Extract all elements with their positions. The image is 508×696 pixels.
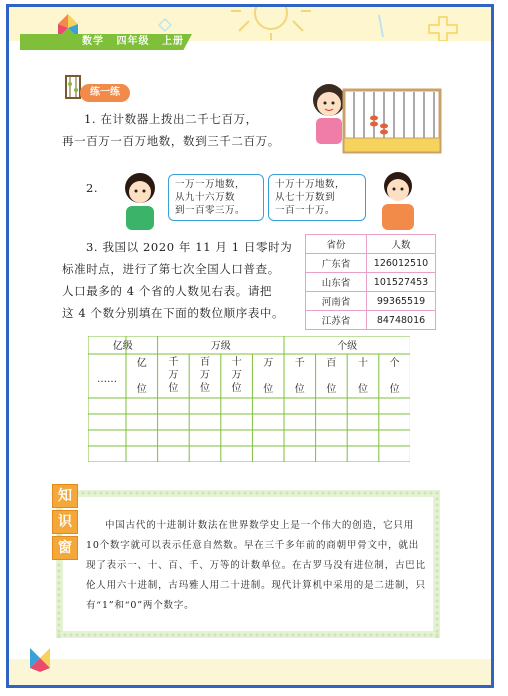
column-label-char: 位 [358,384,368,395]
column-label-char: 万 [168,370,179,381]
bubble-girl-line: 从九十六万数 [175,192,236,203]
q3-number: 3. [86,240,99,254]
header-volume: 上册 [161,36,184,47]
column-label-char: 亿 [136,358,147,369]
column-label-char: 位 [263,384,274,395]
table-header-cell: 人数 [367,235,436,254]
column-label-char: 百 [326,358,337,369]
province-population-table [305,234,436,330]
section-label: 练一练 [80,84,130,102]
population-cell: 101527453 [367,273,436,292]
population-cell: 84748016 [367,311,436,330]
group-label: 万级 [210,341,231,352]
ellipsis-label: …… [97,374,117,385]
table-header-cell: 省份 [306,235,367,254]
column-label-char: 万 [263,358,274,369]
q1-line2: 再一百万一百万地数，数到三千二百万。 [62,134,280,148]
column-label-char: 百 [200,357,210,368]
table-row [306,254,436,273]
column-label-char: 十 [231,357,242,368]
place-value-table [88,336,410,462]
group-label: 个级 [337,341,358,352]
bubble-boy-line: 十万十万地数， [275,179,346,190]
column-label-char: 个 [389,358,400,369]
tangram-footer-logo [30,648,50,672]
table-row [306,292,436,311]
q3-line: 我国以 2020 年 11 月 1 日零时为 [102,240,293,254]
place-value-grid [88,336,410,462]
knowledge-text: 中国古代的十进制计数法在世界数学史上是一个伟大的创造，它只用10个数字就可以表示任意自然数。早在三千多年前的商朝甲骨文中，就出现了表示一、十、百、千、万等的计数单位。在古罗马没有进位制，古巴比伦人用六十进制，古玛雅人用二十进制。现代计算机中采用的是二进制，只有“1”和“0”两个数字。 [86,520,426,611]
table-row [306,311,436,330]
column-label-char: 位 [389,384,400,395]
table-header-row [306,235,436,254]
province-cell: 河南省 [306,292,367,311]
boy-illustration [372,168,424,232]
column-label-char: 十 [358,358,368,369]
header-subject: 数学 [82,36,104,47]
column-label-char: 万 [231,370,242,381]
girl-speech-bubble [168,174,264,221]
bottom-decoration-band [9,659,491,685]
column-label-char: 位 [326,384,337,395]
province-cell: 江苏省 [306,311,367,330]
q3-paragraph [62,236,302,324]
q3-line: 这 4 个数分别填在下面的数位顺序表中。 [62,306,285,320]
population-cell: 126012510 [367,254,436,273]
bubble-boy-line: 一百一十万。 [275,205,336,216]
column-label-char: 万 [200,370,210,381]
q1-text-1: 在计数器上拨出二千七百万， [100,112,258,126]
bubble-boy-line: 从七十万数到 [275,192,336,203]
q3-line: 人口最多的 4 个省的人数见右表。请把 [62,284,273,298]
column-label-char: 位 [168,383,179,394]
bubble-girl-line: 一万一万地数， [175,179,246,190]
tag-char: 知 [52,484,78,508]
page-header [82,34,192,50]
province-cell: 广东省 [306,254,367,273]
column-label-char: 位 [136,384,147,395]
column-label-char: 千 [168,357,179,368]
bubble-girl-line: 到一百零三万。 [175,205,246,216]
column-label-char: 千 [294,358,305,369]
province-cell: 山东省 [306,273,367,292]
tag-char: 窗 [52,536,78,560]
column-label-char: 位 [231,383,242,394]
column-label-char: 位 [200,383,210,394]
q1-number: 1. [84,112,97,126]
abacus-icon [64,74,82,100]
girl-illustration-2 [118,170,162,232]
population-cell: 99365519 [367,292,436,311]
column-label-char: 位 [294,384,305,395]
tag-char: 识 [52,510,78,534]
group-label: 亿级 [112,341,133,352]
table-row [306,273,436,292]
header-grade: 四年级 [116,36,150,47]
knowledge-window-tag [52,484,78,562]
abacus-illustration [342,88,442,154]
boy-speech-bubble [268,174,366,221]
q3-line: 标准时点，进行了第七次全国人口普查。 [62,262,280,276]
q1-line1 [84,108,258,130]
q2-number: 2. [86,181,99,195]
